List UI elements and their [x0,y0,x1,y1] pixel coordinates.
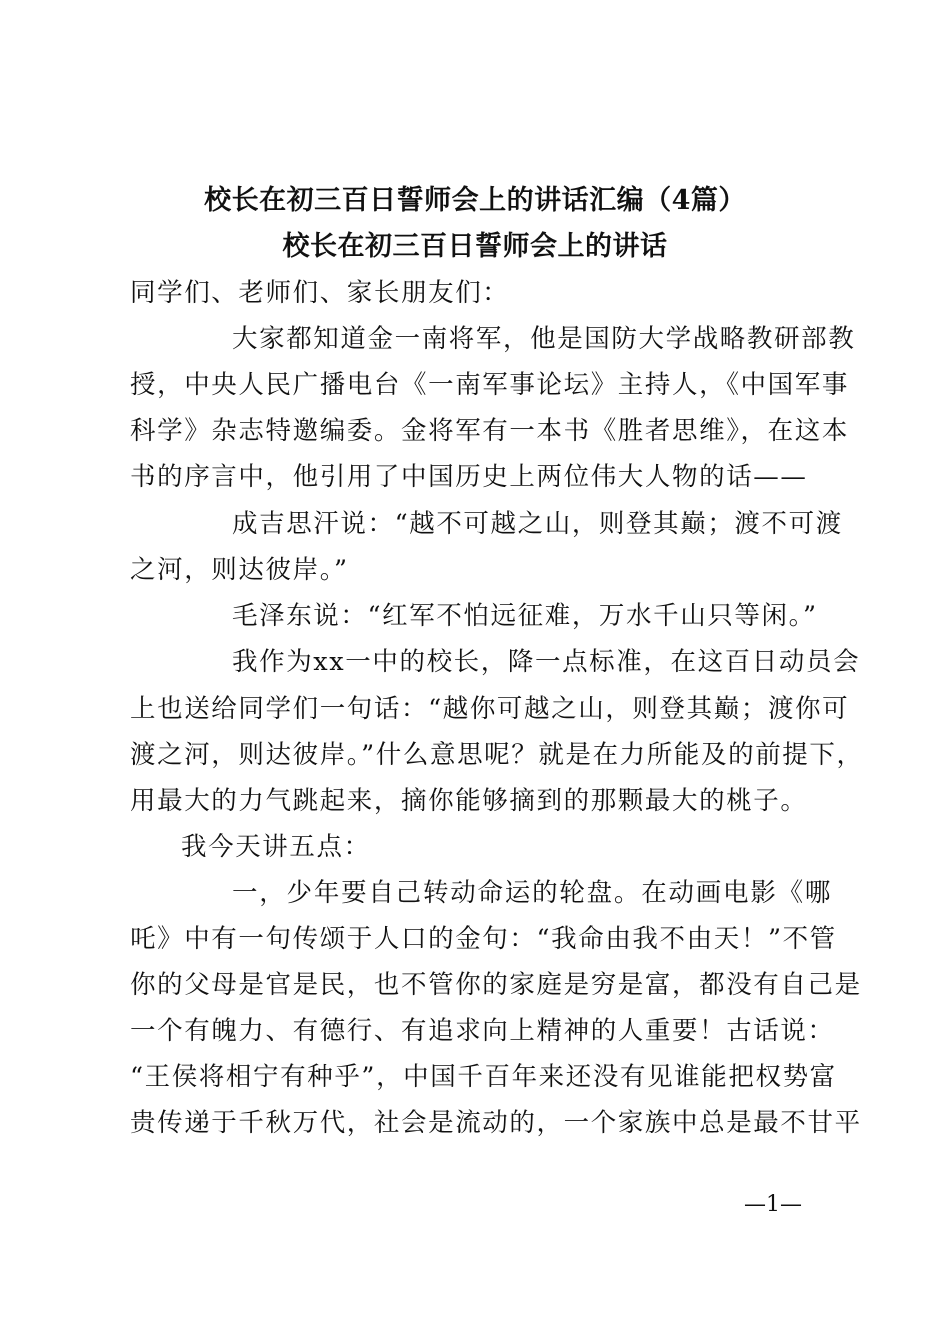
body-line: 大家都知道金一南将军，他是国防大学战略教研部教 [232,324,856,354]
speech-title: 校长在初三百日誓师会上的讲话 [282,231,668,262]
salutation-line: 同学们、老师们、家长朋友们： [130,278,510,308]
body-line: 一，少年要自己转动命运的轮盘。在动画电影《哪 [232,878,832,908]
body-line: 上也送给同学们一句话：“越你可越之山，则登其巅；渡你可 [130,694,850,724]
document-title: 校长在初三百日誓师会上的讲话汇编（4篇） [204,185,746,216]
body-line: 一个有魄力、有德行、有追求向上精神的人重要！古话说： [130,1016,835,1046]
body-line: 科学》杂志特邀编委。金将军有一本书《胜者思维》，在这本 [130,416,849,446]
body-line: 贵传递于千秋万代，社会是流动的，一个家族中总是最不甘平 [130,1108,862,1138]
body-line: 我今天讲五点： [181,832,371,862]
body-line: 成吉思汗说：“越不可越之山，则登其巅；渡不可渡 [232,509,843,539]
body-line: 渡之河，则达彼岸。”什么意思呢？就是在力所能及的前提下， [130,740,864,770]
body-line: 书的序言中，他引用了中国历史上两位伟大人物的话—— [130,462,808,492]
body-line: 用最大的力气跳起来，摘你能够摘到的那颗最大的桃子。 [130,786,808,816]
body-line: 吒》中有一句传颂于人口的金句：“我命由我不由天！”不管 [130,924,837,954]
body-line: 我作为xx一中的校长，降一点标准，在这百日动员会 [232,647,861,677]
body-line: 毛泽东说：“红军不怕远征难，万水千山只等闲。” [232,601,818,631]
body-line: 授，中央人民广播电台《一南军事论坛》主持人，《中国军事 [130,370,849,400]
body-line: 你的父母是官是民，也不管你的家庭是穷是富，都没有自己是 [130,970,862,1000]
body-line: 之河，则达彼岸。” [130,555,349,585]
page-number: —1— [744,1192,802,1217]
body-line: “王侯将相宁有种乎”，中国千百年来还没有见谁能把权势富 [130,1062,837,1092]
